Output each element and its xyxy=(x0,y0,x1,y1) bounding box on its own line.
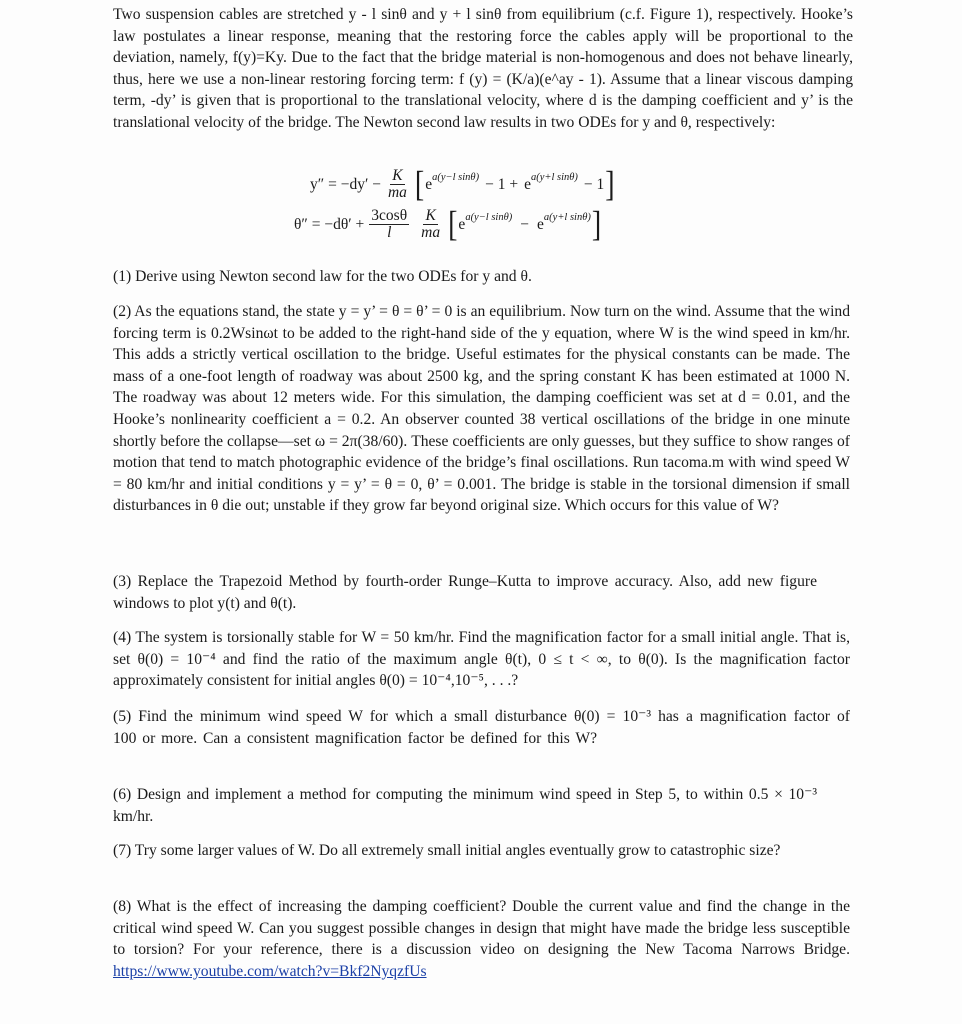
question-8-text: (8) What is the effect of increasing the damping coefficient? Double the current value and find the change in the critical wind speed W. Can you suggest possible changes in design that might have made the bridge less susceptible to torsion? For your reference, there is a discussion video on designing the New Tacoma Narrows Bridge. xyxy=(113,898,850,959)
eq1-fraction xyxy=(386,168,409,201)
eq1-lhs: y″ = −dy′ − xyxy=(310,175,381,193)
question-2: (2) As the equations stand, the state y = y’ = θ = θ’ = 0 is an equilibrium. Now turn on the wind. Assume that the wind forcing term is 0.2Wsinωt to be added to the right-hand side of the y equation, where W is the wind speed in km/hr. This adds a strictly vertical oscillation to the bridge. Useful estimates for the physical constants can be made. The mass of a one-foot length of roadway was about 2500 kg, and the spring constant K has been estimated at 1000 N. The roadway was about 12 meters wide. For this simulation, the damping coefficient was set at d = 0.01, and the Hooke’s nonlinearity coefficient a = 0.2. An observer counted 38 vertical oscillations of the bridge in one minute shortly before the collapse—set ω = 2π(38/60). These coefficients are only guesses, but they suffice to show ranges of motion that tend to match photographic evidence of the bridge’s final oscillations. Run tacoma.m with wind speed W = 80 km/hr and initial conditions y = y’ = θ = 0, θ’ = 0.001. The bridge is stable in the torsional dimension if small disturbances in θ die out; unstable if they grow far beyond original size. Which occurs for this value of W? xyxy=(113,303,850,515)
video-link[interactable]: https://www.youtube.com/watch?v=Bkf2NyqzfUs xyxy=(113,962,427,980)
question-5: (5) Find the minimum wind speed W for which a small disturbance θ(0) = 10⁻³ has a magnification factor of 100 or more. Can a consistent magnification factor be defined for this W? xyxy=(113,708,850,747)
eq2-fraction-1 xyxy=(369,208,409,241)
question-3: (3) Replace the Trapezoid Method by fourth-order Runge–Kutta to improve accuracy. Also, add new figure windows to plot y(t) and θ(t). xyxy=(113,573,817,612)
eq1-term1 xyxy=(425,171,480,194)
eq2-frac1-num: 3cosθ xyxy=(371,207,408,224)
question-4: (4) The system is torsionally stable for W = 50 km/hr. Find the magnification factor for a small initial angle. That is, set θ(0) = 10⁻⁴ and find the ratio of the maximum angle θ(t), 0 ≤ t < ∞, to θ(0). Is the magnification factor approximately consistent for initial angles θ(0) = 10⁻⁴,10⁻⁵, . . .? xyxy=(113,629,850,690)
intro-paragraph: Two suspension cables are stretched y - l sinθ and y + l sinθ from equilibrium (c.f. Figure 1), respectively. Hooke’s law postulates a linear response, meaning that the restoring force the cables apply will be proportional to the deviation, namely, f(y)=Ky. Due to the fact that the bridge material is non-homogenous and does not behave linearly, thus, here we use a non-linear restoring forcing term: f (y) = (K/a)(e^ay - 1). Assume that a linear viscous damping term, -dy’ is given that is proportional to the translational velocity, where d is the damping coefficient and y’ is the translational velocity of the bridge. The Newton second law results in two ODEs for y and θ, respectively: xyxy=(113,6,853,131)
eq1-mid: − 1 + xyxy=(485,175,519,193)
question-1: (1) Derive using Newton second law for the two ODEs for y and θ. xyxy=(113,268,532,285)
eq1-term2-base: e xyxy=(524,175,531,193)
eq2-close-bracket: ] xyxy=(591,203,602,244)
equation-theta xyxy=(294,203,602,244)
eq1-frac-den: ma xyxy=(387,184,407,201)
eq2-frac2-den: ma xyxy=(421,224,441,241)
eq2-term2 xyxy=(537,211,591,234)
eq2-term1-exp: a(y−l sinθ) xyxy=(465,211,513,223)
eq2-term2-base: e xyxy=(537,215,544,233)
eq1-term1-exp: a(y−l sinθ) xyxy=(432,171,480,183)
question-6: (6) Design and implement a method for computing the minimum wind speed in Step 5, to within 0.5 × 10⁻³ km/hr. xyxy=(113,786,817,825)
eq2-term2-exp: a(y+l sinθ) xyxy=(543,211,591,223)
eq1-frac-num: K xyxy=(392,167,403,184)
equation-y xyxy=(310,163,616,204)
question-8 xyxy=(113,896,850,982)
eq1-term2-exp: a(y+l sinθ) xyxy=(530,171,578,183)
eq1-end: − 1 xyxy=(583,175,605,193)
eq2-term1 xyxy=(458,211,513,234)
eq2-lhs: θ″ = −dθ′ + xyxy=(294,215,365,233)
eq1-close-bracket: ] xyxy=(605,163,615,204)
eq1-open-bracket: [ xyxy=(414,163,425,204)
eq2-frac2-num: K xyxy=(425,207,436,224)
eq2-term1-base: e xyxy=(458,215,466,233)
eq2-fraction-2 xyxy=(419,208,442,241)
question-7: (7) Try some larger values of W. Do all extremely small initial angles eventually grow to catastrophic size? xyxy=(113,842,781,859)
eq1-term2 xyxy=(524,171,578,194)
eq1-term1-base: e xyxy=(425,175,433,193)
eq2-frac1-den: l xyxy=(387,224,392,241)
eq2-mid: − xyxy=(520,215,530,233)
eq2-open-bracket: [ xyxy=(448,203,458,244)
